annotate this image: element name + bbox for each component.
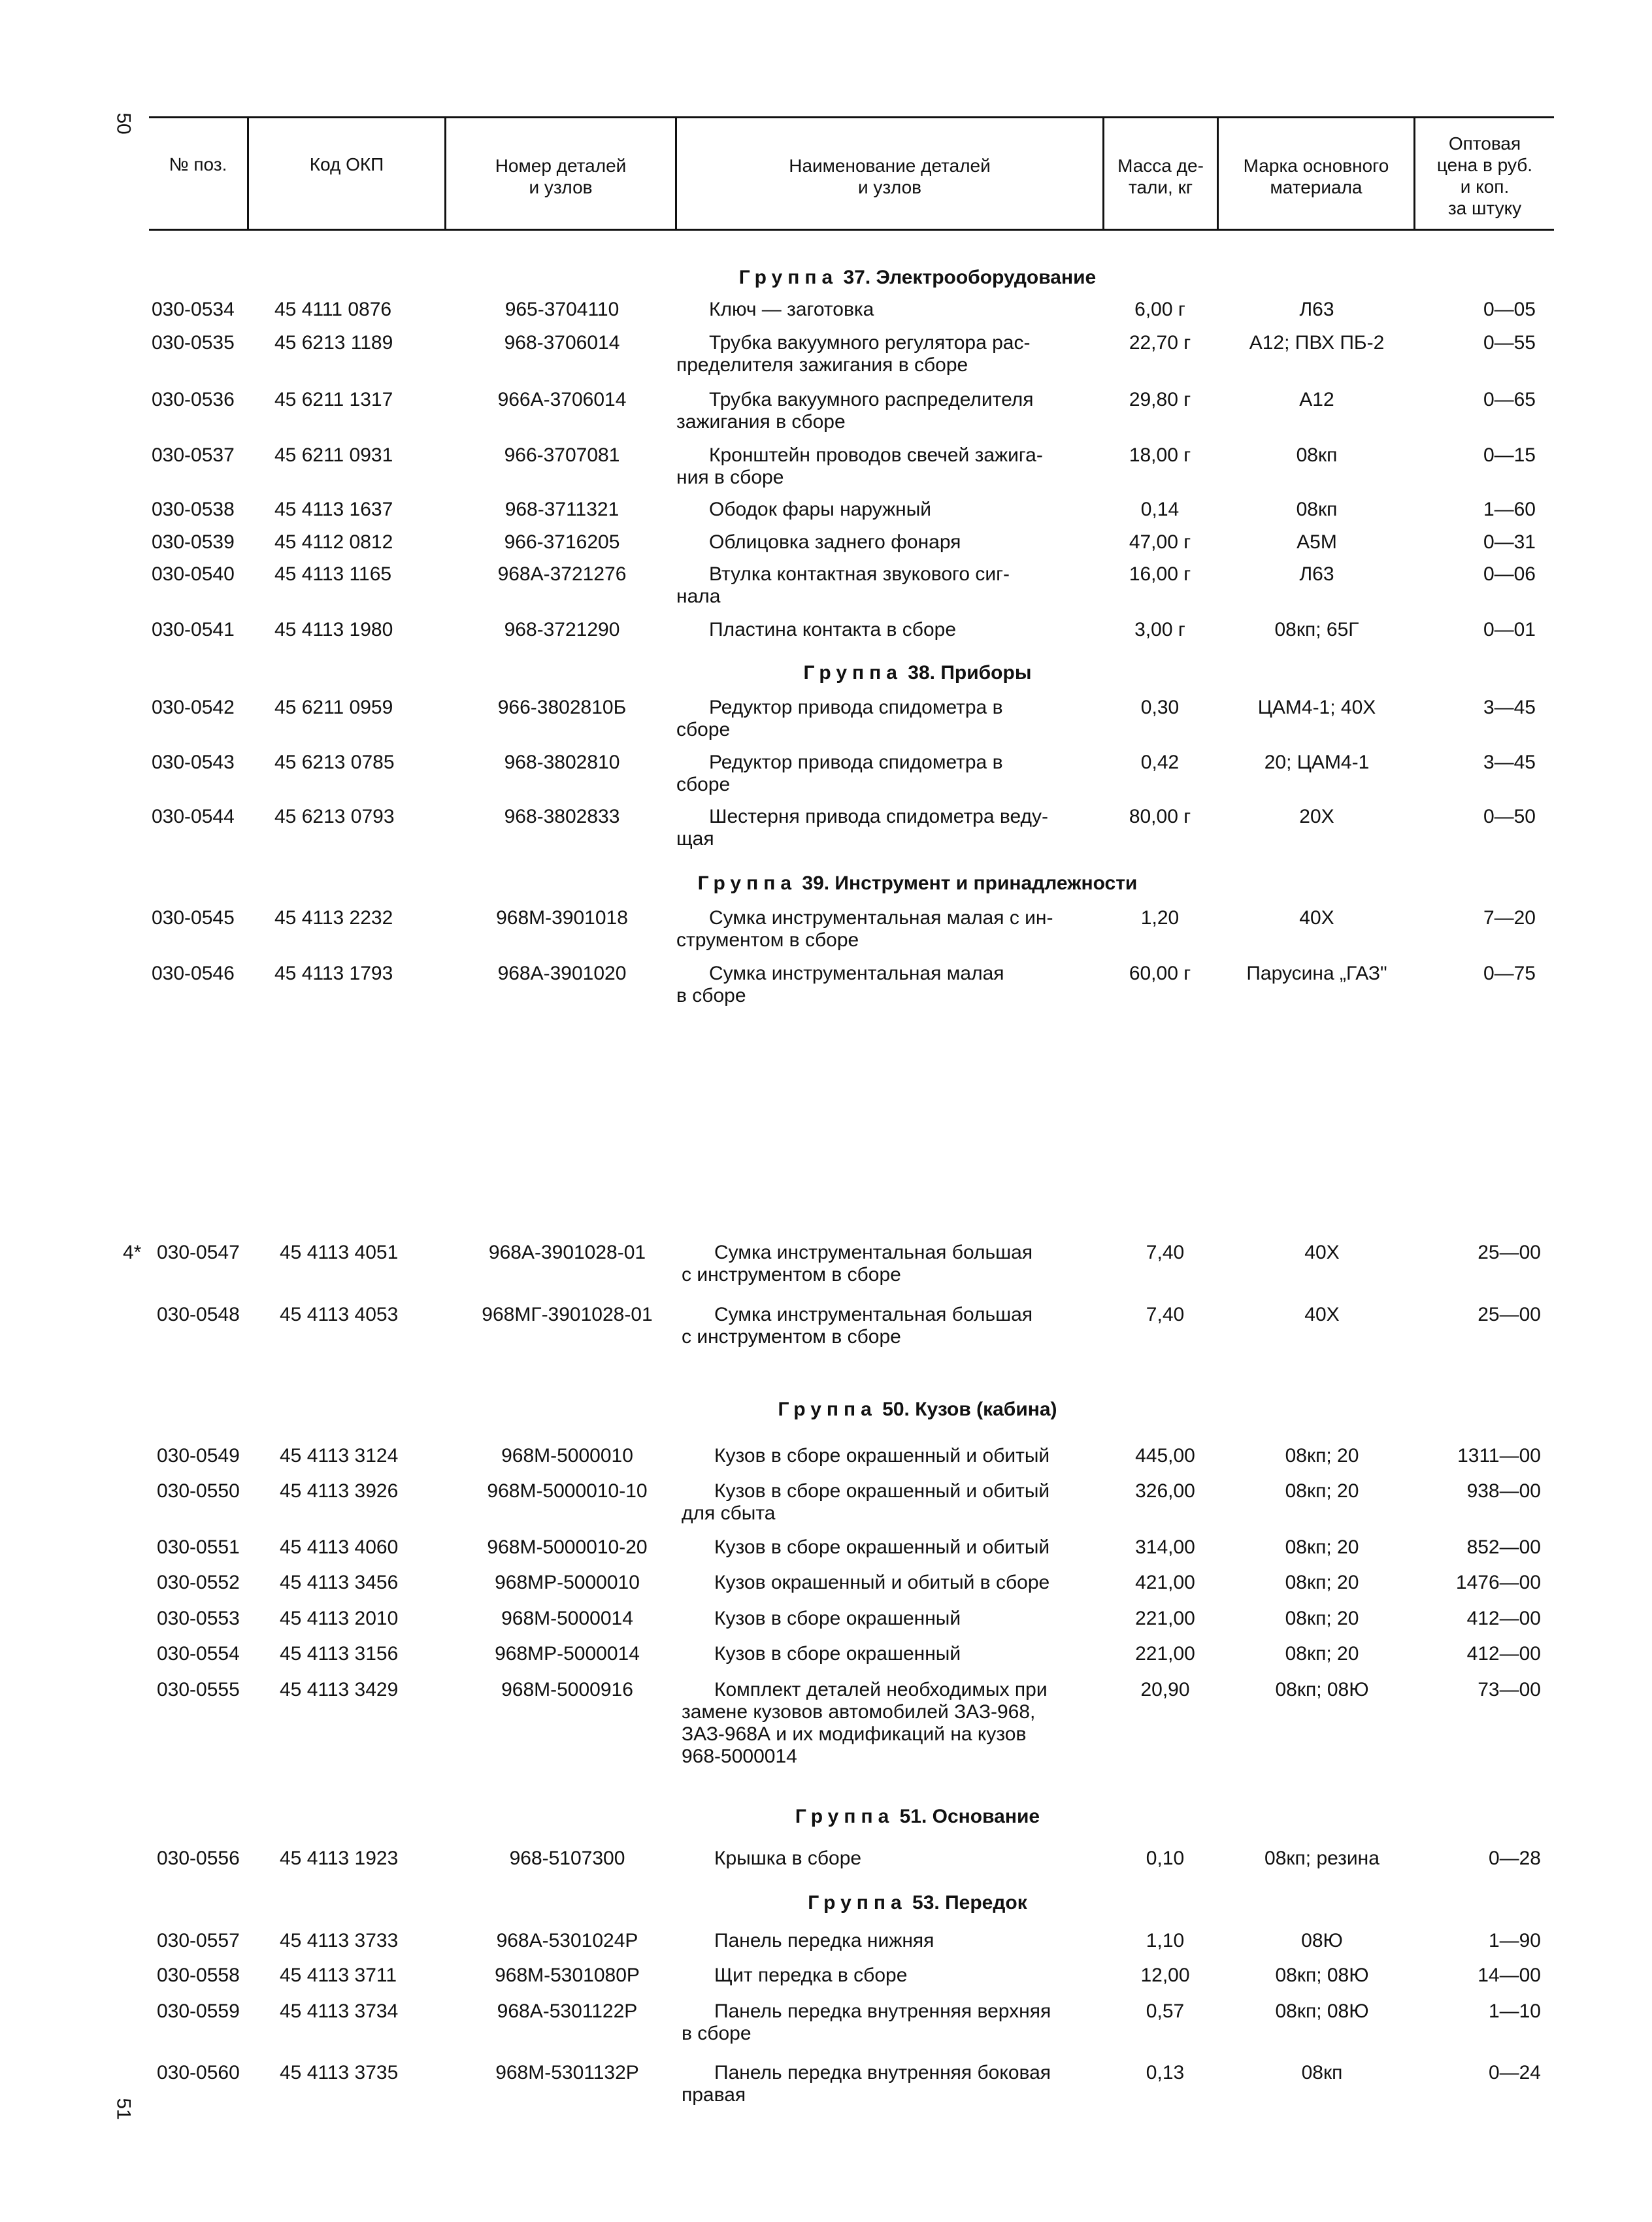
material-grade: 08кп; 20 — [1285, 1572, 1359, 1593]
material-grade: 08кп; 20 — [1285, 1445, 1359, 1467]
wholesale-price: 412—00 — [1466, 1643, 1541, 1665]
part-name-continuation: в сборе — [682, 2023, 752, 2044]
part-number: 968М-5000010-20 — [487, 1536, 648, 1558]
part-name-continuation: с инструментом в сборе — [682, 1326, 901, 1348]
wholesale-price: 3—45 — [1483, 697, 1536, 718]
part-number: 968М-5301132Р — [495, 2062, 639, 2083]
part-mass: 18,00 г — [1129, 444, 1191, 466]
part-name — [676, 963, 1108, 1007]
wholesale-price: 25—00 — [1478, 1304, 1541, 1325]
part-number: 968М-5301080Р — [495, 1965, 640, 1986]
part-name-line: Шестерня привода спидометра веду- — [709, 806, 1049, 827]
part-number: 968МР-5000014 — [495, 1643, 640, 1665]
okp-code: 45 4113 3429 — [280, 1679, 399, 1700]
position-number: 030-0543 — [152, 752, 235, 773]
material-grade: Л63 — [1299, 299, 1334, 320]
part-name — [676, 697, 1108, 741]
material-grade: 08кп — [1301, 2062, 1343, 2083]
material-grade: 08кп — [1296, 444, 1338, 466]
part-name-continuation: сборе — [676, 774, 731, 795]
okp-code: 45 4113 1793 — [274, 963, 393, 984]
part-name-continuation: ЗАЗ-968А и их модификаций на кузов — [682, 1723, 1027, 1745]
part-name — [682, 2062, 1113, 2106]
okp-code: 45 6211 0931 — [274, 444, 393, 466]
wholesale-price: 0—01 — [1483, 619, 1536, 640]
part-name — [682, 1536, 1113, 1559]
material-grade: 08кп; 08Ю — [1275, 2000, 1369, 2022]
part-name-continuation: в сборе — [676, 985, 746, 1006]
part-name-line: Редуктор привода спидометра в — [709, 752, 1003, 773]
part-name-line: Кронштейн проводов свечей зажига- — [709, 444, 1043, 466]
position-number: 030-0557 — [157, 1930, 240, 1951]
okp-code: 45 4113 1923 — [280, 1848, 399, 1869]
group-heading: Группа 53. Передок — [808, 1892, 1027, 1914]
material-grade: ЦАМ4-1; 40Х — [1257, 697, 1376, 718]
position-number: 030-0554 — [157, 1643, 240, 1665]
part-name-continuation: щая — [676, 828, 714, 850]
part-number: 965-3704110 — [504, 299, 620, 320]
header-pos: № поз. — [169, 154, 227, 174]
position-number: 030-0539 — [152, 531, 235, 553]
position-number: 030-0538 — [152, 499, 235, 520]
part-number: 968М-5000014 — [501, 1608, 633, 1629]
part-name-line: Трубка вакуумного распределителя — [709, 389, 1034, 410]
okp-code: 45 4113 3711 — [280, 1965, 397, 1986]
part-name — [682, 1572, 1113, 1594]
header-material: Марка основного материала — [1243, 156, 1389, 197]
part-name-continuation: с инструментом в сборе — [682, 1264, 901, 1285]
group-heading: Группа 39. Инструмент и принадлежности — [697, 872, 1138, 894]
part-name — [682, 2000, 1113, 2045]
part-name-line: Сумка инструментальная большая — [714, 1242, 1033, 1263]
material-grade: 08кп; 20 — [1285, 1536, 1359, 1558]
wholesale-price: 0—05 — [1483, 299, 1536, 320]
okp-code: 45 4113 4060 — [280, 1536, 399, 1558]
okp-code: 45 6213 1189 — [274, 332, 393, 354]
wholesale-price: 0—65 — [1483, 389, 1536, 410]
part-name — [676, 752, 1108, 796]
part-name-line: Кузов окрашенный и обитый в сборе — [714, 1572, 1050, 1593]
position-number: 030-0546 — [152, 963, 235, 984]
part-mass: 314,00 — [1135, 1536, 1195, 1558]
part-number: 968М-5000916 — [501, 1679, 633, 1700]
part-number: 968-5107300 — [509, 1848, 625, 1869]
wholesale-price: 0—75 — [1483, 963, 1536, 984]
part-name-continuation: 968-5000014 — [682, 1746, 797, 1767]
wholesale-price: 1—60 — [1483, 499, 1536, 520]
material-grade: А12 — [1299, 389, 1334, 410]
part-name-continuation: правая — [682, 2084, 746, 2106]
position-number: 030-0553 — [157, 1608, 240, 1629]
part-mass: 7,40 — [1146, 1304, 1185, 1325]
position-number: 030-0540 — [152, 563, 235, 585]
part-name — [676, 563, 1108, 608]
position-number: 030-0552 — [157, 1572, 240, 1593]
okp-code: 45 6211 0959 — [274, 697, 393, 718]
part-number: 968А-5301024Р — [496, 1930, 638, 1951]
part-mass: 0,57 — [1146, 2000, 1185, 2022]
part-name-line: Облицовка заднего фонаря — [709, 531, 961, 553]
okp-code: 45 4113 1637 — [274, 499, 393, 520]
material-grade: 20Х — [1299, 806, 1334, 827]
part-name-line: Панель передка внутренняя верхняя — [714, 2000, 1051, 2022]
wholesale-price: 938—00 — [1466, 1480, 1541, 1502]
part-number: 968МГ-3901028-01 — [482, 1304, 653, 1325]
position-number: 030-0548 — [157, 1304, 240, 1325]
okp-code: 45 6213 0793 — [274, 806, 395, 827]
okp-code: 45 4113 3734 — [280, 2000, 399, 2022]
position-number: 030-0541 — [152, 619, 235, 640]
okp-code: 45 6211 1317 — [274, 389, 393, 410]
part-name-line: Ключ — заготовка — [709, 299, 874, 320]
part-name — [682, 1848, 1113, 1870]
part-name-line: Кузов в сборе окрашенный — [714, 1643, 961, 1665]
part-number: 968-3706014 — [504, 332, 620, 354]
okp-code: 45 4113 3156 — [280, 1643, 399, 1665]
part-number: 968-3721290 — [504, 619, 620, 640]
material-grade: 08кп; 08Ю — [1275, 1965, 1369, 1986]
part-mass: 221,00 — [1135, 1608, 1195, 1629]
part-name — [682, 1679, 1113, 1768]
part-name-line: Крышка в сборе — [714, 1848, 862, 1869]
group-heading: Группа 38. Приборы — [803, 662, 1032, 684]
wholesale-price: 3—45 — [1483, 752, 1536, 773]
part-name-continuation: ния в сборе — [676, 467, 784, 488]
okp-code: 45 4113 1980 — [274, 619, 393, 640]
part-mass: 3,00 г — [1134, 619, 1185, 640]
wholesale-price: 25—00 — [1478, 1242, 1541, 1263]
part-mass: 12,00 — [1140, 1965, 1190, 1986]
part-name-line: Втулка контактная звукового сиг- — [709, 563, 1010, 585]
position-number: 030-0550 — [157, 1480, 240, 1502]
header-number: Номер деталей и узлов — [495, 156, 627, 197]
header-bottom-rule — [149, 229, 1554, 231]
wholesale-price: 7—20 — [1483, 907, 1536, 929]
part-number: 966-3716205 — [504, 531, 620, 553]
wholesale-price: 0—31 — [1483, 531, 1536, 553]
part-mass: 1,20 — [1140, 907, 1180, 929]
part-name — [682, 1965, 1113, 1987]
part-name-line: Трубка вакуумного регулятора рас- — [709, 332, 1031, 354]
wholesale-price: 412—00 — [1466, 1608, 1541, 1629]
okp-code: 45 4113 3124 — [280, 1445, 399, 1467]
part-name — [682, 1608, 1113, 1630]
position-number: 030-0535 — [152, 332, 235, 354]
part-mass: 16,00 г — [1129, 563, 1191, 585]
part-mass: 0,10 — [1146, 1848, 1185, 1869]
position-number: 030-0545 — [152, 907, 235, 929]
wholesale-price: 1—10 — [1488, 2000, 1541, 2022]
material-grade: 40Х — [1304, 1304, 1340, 1325]
part-name-line: Кузов в сборе окрашенный — [714, 1608, 961, 1629]
group-heading: Группа 50. Кузов (кабина) — [778, 1399, 1057, 1420]
wholesale-price: 73—00 — [1478, 1679, 1541, 1700]
position-number: 030-0536 — [152, 389, 235, 410]
position-number: 030-0534 — [152, 299, 235, 320]
material-grade: 40Х — [1299, 907, 1334, 929]
okp-code: 45 4113 3733 — [280, 1930, 399, 1951]
material-grade: А12; ПВХ ПБ-2 — [1249, 332, 1385, 354]
page-number-top: 50 — [112, 112, 135, 135]
part-number: 968М-3901018 — [496, 907, 628, 929]
part-mass: 20,90 — [1140, 1679, 1190, 1700]
material-grade: 08кп; 08Ю — [1275, 1679, 1369, 1700]
material-grade: Л63 — [1299, 563, 1334, 585]
material-grade: 40Х — [1304, 1242, 1340, 1263]
okp-code: 45 4113 2232 — [274, 907, 393, 929]
part-mass: 47,00 г — [1129, 531, 1191, 553]
part-name-continuation: зажигания в сборе — [676, 411, 846, 433]
okp-code: 45 4113 4053 — [280, 1304, 399, 1325]
part-name-line: Комплект деталей необходимых при — [714, 1679, 1048, 1700]
part-name-continuation: пределителя зажигания в сборе — [676, 354, 968, 376]
material-grade: 20; ЦАМ4-1 — [1264, 752, 1370, 773]
wholesale-price: 0—24 — [1488, 2062, 1541, 2083]
part-name-line: Сумка инструментальная малая с ин- — [709, 907, 1053, 929]
part-mass: 0,30 — [1140, 697, 1180, 718]
part-name — [676, 806, 1108, 850]
part-name — [676, 531, 1108, 554]
okp-code: 45 4113 1165 — [274, 563, 392, 585]
okp-code: 45 4111 0876 — [274, 299, 392, 320]
part-mass: 29,80 г — [1129, 389, 1191, 410]
part-name — [676, 444, 1108, 489]
part-mass: 60,00 г — [1129, 963, 1191, 984]
material-grade: 08кп; 65Г — [1274, 619, 1359, 640]
header-top-rule — [149, 116, 1554, 118]
wholesale-price: 1311—00 — [1457, 1445, 1541, 1467]
part-name — [682, 1242, 1113, 1286]
wholesale-price: 1—90 — [1488, 1930, 1541, 1951]
part-name-line: Кузов в сборе окрашенный и обитый — [714, 1480, 1050, 1502]
part-number: 968-3802833 — [504, 806, 620, 827]
position-number: 030-0558 — [157, 1965, 240, 1986]
part-mass: 221,00 — [1135, 1643, 1195, 1665]
position-number: 030-0544 — [152, 806, 235, 827]
group-heading: Группа 37. Электрооборудование — [738, 267, 1097, 288]
part-name-line: Кузов в сборе окрашенный и обитый — [714, 1445, 1050, 1467]
header-name: Наименование деталей и узлов — [789, 156, 991, 197]
part-name-line: Кузов в сборе окрашенный и обитый — [714, 1536, 1050, 1558]
material-grade: А5М — [1297, 531, 1337, 553]
part-name-continuation: струментом в сборе — [676, 929, 859, 951]
part-name-continuation: сборе — [676, 719, 731, 740]
group-heading: Группа 51. Основание — [795, 1806, 1040, 1827]
header-code: Код ОКП — [309, 154, 384, 174]
part-mass: 6,00 г — [1134, 299, 1185, 320]
part-number: 966А-3706014 — [497, 389, 627, 410]
okp-code: 45 4113 3735 — [280, 2062, 399, 2083]
part-name — [676, 389, 1108, 433]
part-name — [682, 1480, 1113, 1525]
okp-code: 45 4113 3456 — [280, 1572, 399, 1593]
header-mass: Масса де- тали, кг — [1117, 156, 1204, 197]
part-name-continuation: нала — [676, 586, 721, 607]
part-name — [682, 1304, 1113, 1348]
part-number: 966-3802810Б — [497, 697, 627, 718]
part-number: 968М-5000010 — [501, 1445, 633, 1467]
signature-mark: 4* — [123, 1242, 142, 1263]
part-name-line: Пластина контакта в сборе — [709, 619, 957, 640]
part-number: 968М-5000010-10 — [487, 1480, 648, 1502]
wholesale-price: 0—06 — [1483, 563, 1536, 585]
part-number: 968МР-5000010 — [495, 1572, 640, 1593]
part-mass: 0,13 — [1146, 2062, 1185, 2083]
part-name-line: Сумка инструментальная большая — [714, 1304, 1033, 1325]
part-mass: 1,10 — [1146, 1930, 1185, 1951]
wholesale-price: 1476—00 — [1455, 1572, 1541, 1593]
part-name-line: Ободок фары наружный — [709, 499, 932, 520]
part-number: 968-3802810 — [504, 752, 620, 773]
position-number: 030-0537 — [152, 444, 235, 466]
header-price: Оптовая цена в руб. и коп. за штуку — [1436, 133, 1533, 218]
part-name — [676, 907, 1108, 952]
wholesale-price: 0—50 — [1483, 806, 1536, 827]
part-name-line: Щит передка в сборе — [714, 1965, 908, 1986]
okp-code: 45 4113 2010 — [280, 1608, 399, 1629]
material-grade: 08Ю — [1301, 1930, 1343, 1951]
position-number: 030-0551 — [157, 1536, 240, 1558]
part-name — [676, 619, 1108, 641]
part-name-continuation: замене кузовов автомобилей ЗАЗ-968, — [682, 1701, 1036, 1723]
part-number: 968А-3901028-01 — [488, 1242, 646, 1263]
part-number: 968А-5301122Р — [497, 2000, 638, 2022]
position-number: 030-0555 — [157, 1679, 240, 1700]
part-name-continuation: для сбыта — [682, 1502, 776, 1524]
position-number: 030-0542 — [152, 697, 235, 718]
part-name — [682, 1930, 1113, 1952]
position-number: 030-0549 — [157, 1445, 240, 1467]
material-grade: 08кп; 20 — [1285, 1608, 1359, 1629]
position-number: 030-0556 — [157, 1848, 240, 1869]
okp-code: 45 4112 0812 — [274, 531, 393, 553]
part-name — [676, 499, 1108, 521]
part-mass: 80,00 г — [1129, 806, 1191, 827]
wholesale-price: 0—15 — [1483, 444, 1536, 466]
part-name-line: Панель передка нижняя — [714, 1930, 934, 1951]
part-name — [676, 332, 1108, 376]
part-name-line: Сумка инструментальная малая — [709, 963, 1004, 984]
material-grade: 08кп; 20 — [1285, 1480, 1359, 1502]
part-mass: 22,70 г — [1129, 332, 1191, 354]
okp-code: 45 6213 0785 — [274, 752, 395, 773]
wholesale-price: 852—00 — [1466, 1536, 1541, 1558]
material-grade: 08кп; 20 — [1285, 1643, 1359, 1665]
part-mass: 0,42 — [1140, 752, 1180, 773]
material-grade: 08кп; резина — [1264, 1848, 1379, 1869]
material-grade: 08кп — [1296, 499, 1338, 520]
position-number: 030-0560 — [157, 2062, 240, 2083]
part-mass: 445,00 — [1135, 1445, 1195, 1467]
part-name-line: Панель передка внутренняя боковая — [714, 2062, 1051, 2083]
position-number: 030-0559 — [157, 2000, 240, 2022]
material-grade: Парусина „ГАЗ" — [1246, 963, 1387, 984]
part-name — [676, 299, 1108, 321]
part-name-line: Редуктор привода спидометра в — [709, 697, 1003, 718]
part-number: 966-3707081 — [504, 444, 620, 466]
part-number: 968А-3721276 — [497, 563, 627, 585]
wholesale-price: 0—28 — [1488, 1848, 1541, 1869]
page-number-bottom: 51 — [112, 2098, 135, 2120]
wholesale-price: 0—55 — [1483, 332, 1536, 354]
okp-code: 45 4113 4051 — [280, 1242, 399, 1263]
part-mass: 0,14 — [1140, 499, 1180, 520]
part-number: 968-3711321 — [504, 499, 620, 520]
position-number: 030-0547 — [157, 1242, 240, 1263]
part-mass: 7,40 — [1146, 1242, 1185, 1263]
part-name — [682, 1643, 1113, 1665]
part-number: 968А-3901020 — [497, 963, 627, 984]
part-mass: 421,00 — [1135, 1572, 1195, 1593]
part-mass: 326,00 — [1135, 1480, 1195, 1502]
part-name — [682, 1445, 1113, 1467]
wholesale-price: 14—00 — [1478, 1965, 1541, 1986]
okp-code: 45 4113 3926 — [280, 1480, 399, 1502]
